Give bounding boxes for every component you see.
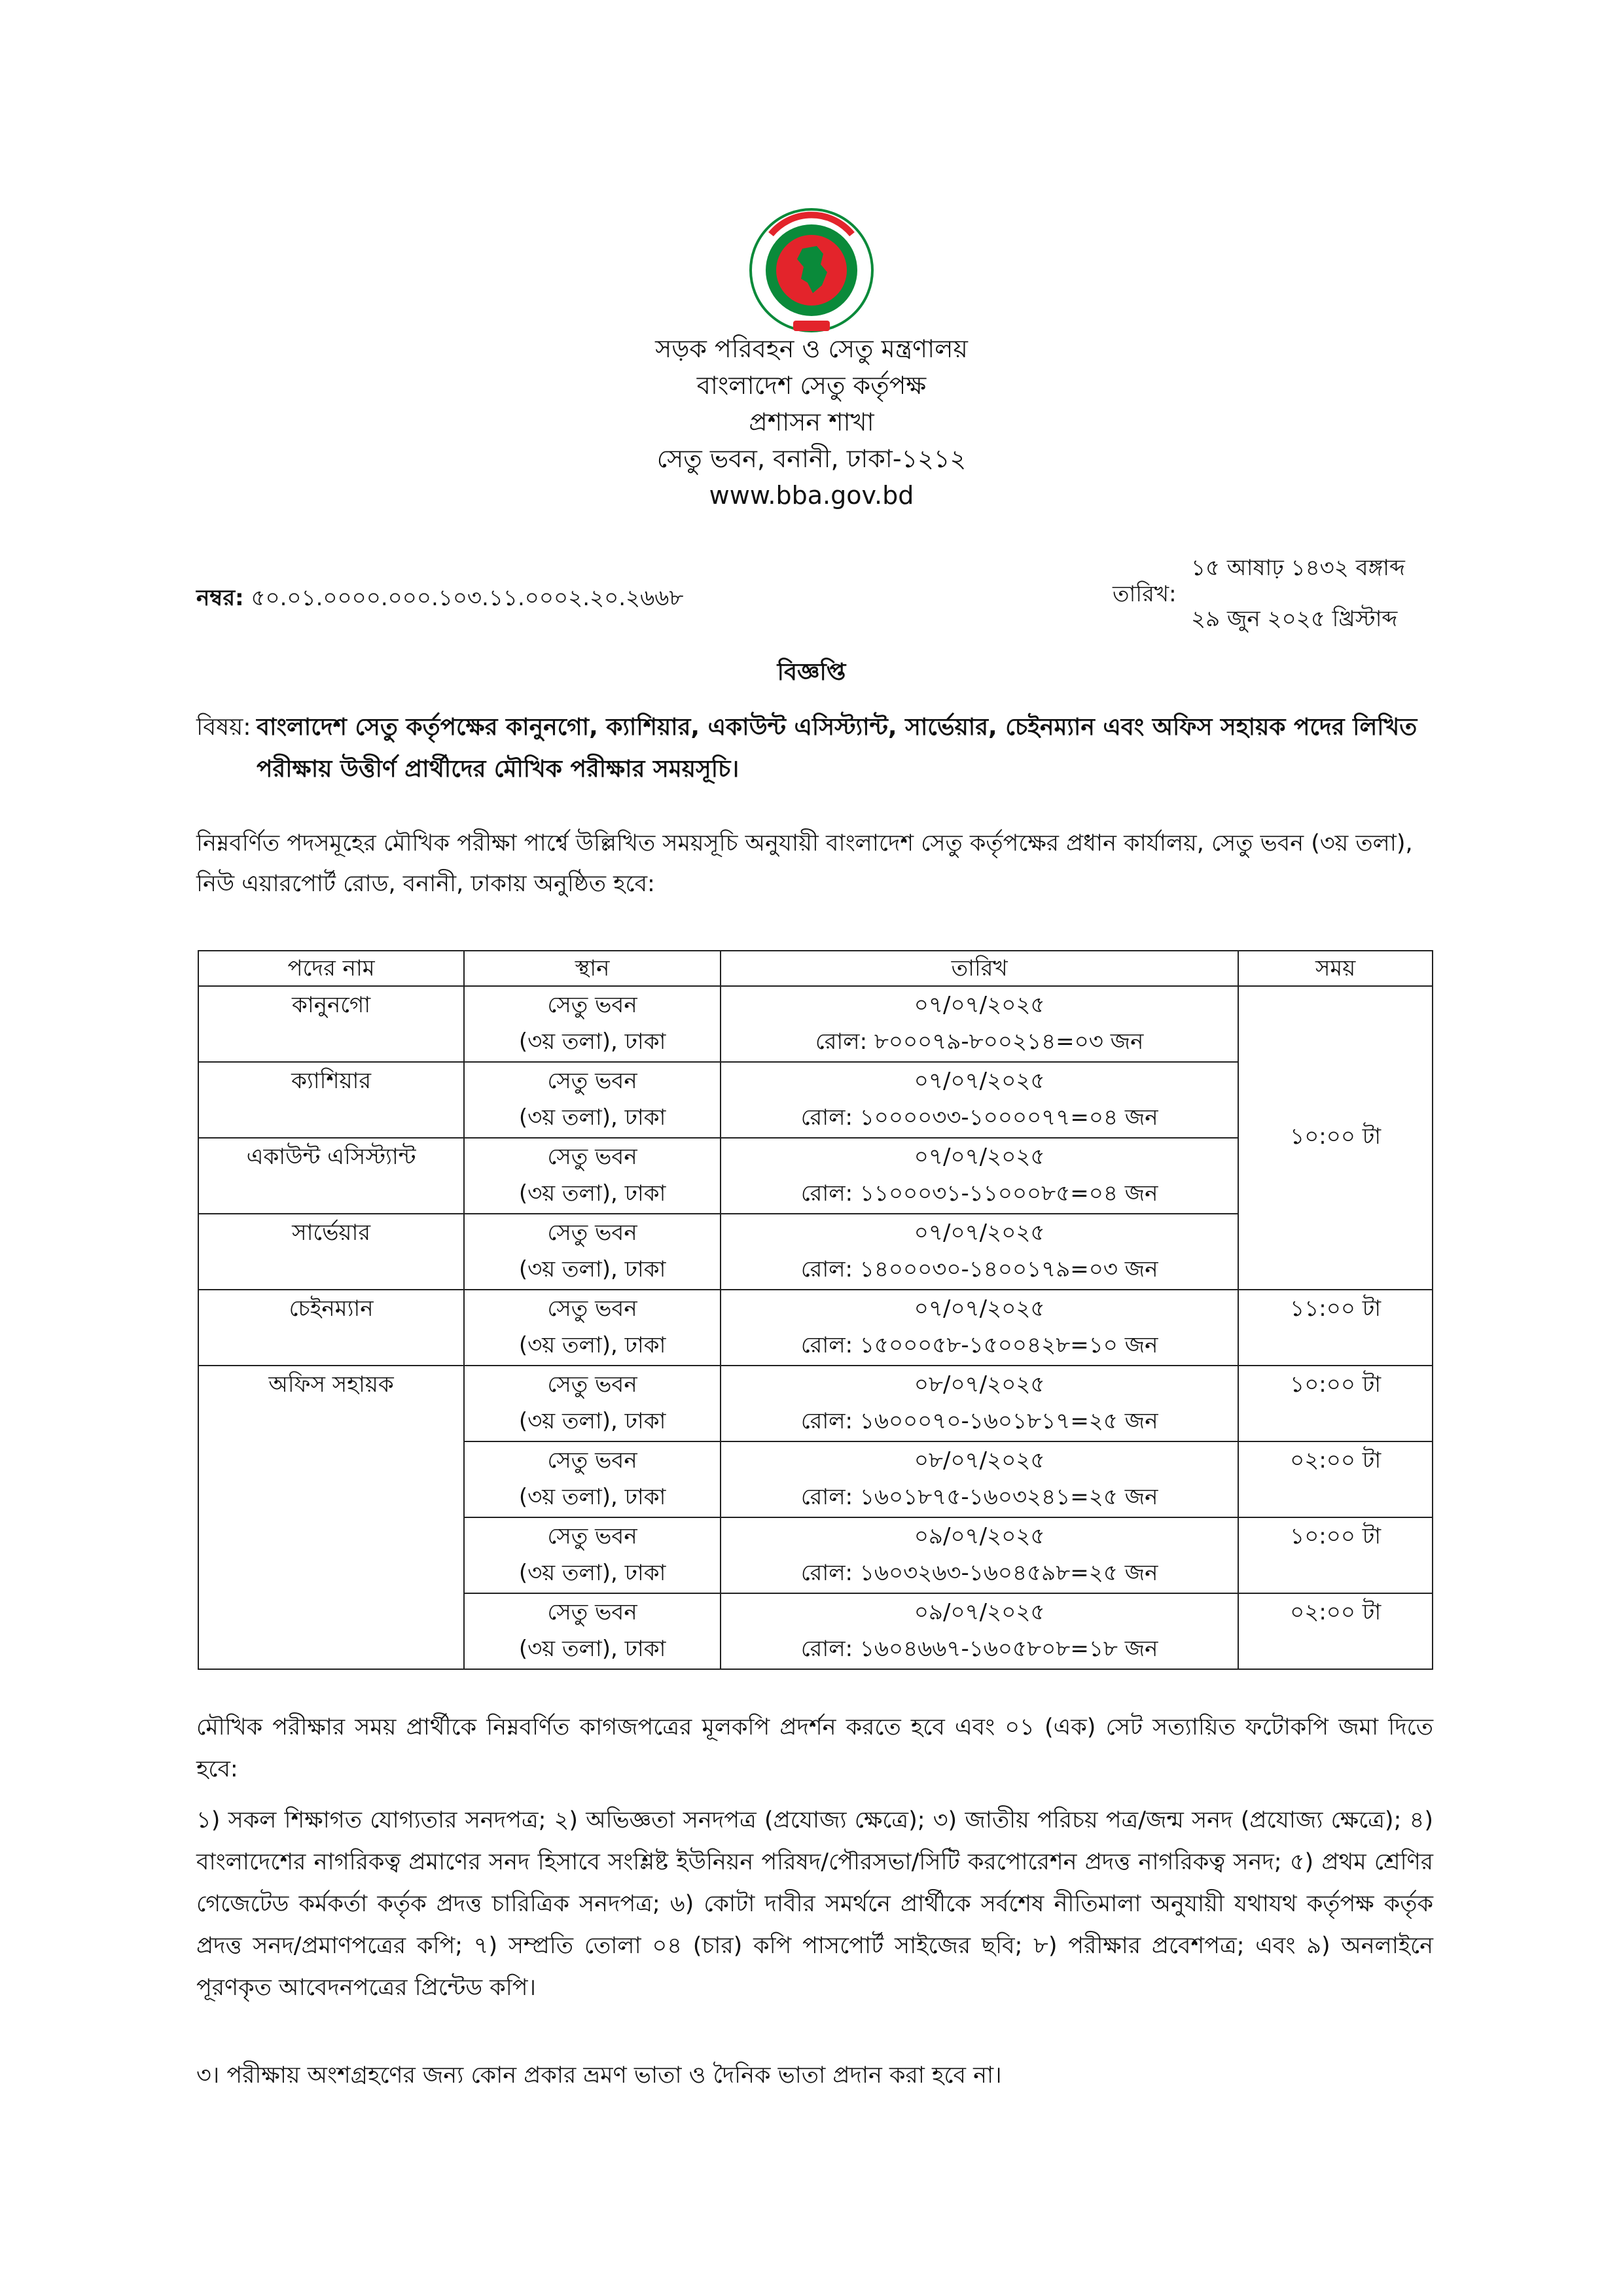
post-cell: ক্যাশিয়ার — [198, 1062, 464, 1138]
memo-label: নম্বর: — [196, 585, 244, 611]
documents-intro-paragraph: মৌখিক পরীক্ষার সময় প্রার্থীকে নিম্নবর্ণিত কাগজপত্রের মূলকপি প্রদর্শন করতে হবে এবং ০১ (এক) সেট সত্যায়িত ফটোকপি জমা দিতে হবে: — [196, 1714, 1433, 1782]
memo-value: ৫০.০১.০০০০.০০০.১০৩.১১.০০০২.২০.২৬৬৮ — [251, 585, 684, 611]
date-english: ২৯ জুন ২০২৫ খ্রিস্টাব্দ — [1191, 606, 1398, 632]
place-cell: সেতু ভবন (৩য় তলা), ঢাকা — [464, 1138, 721, 1214]
place-cell: সেতু ভবন (৩য় তলা), ঢাকা — [464, 1062, 721, 1138]
date-cell: ০৭/০৭/২০২৫ রোল: ১০০০০৩৩-১০০০০৭৭=০৪ জন — [721, 1062, 1238, 1138]
place-cell: সেতু ভবন (৩য় তলা), ঢাকা — [464, 1517, 721, 1593]
office-address: সেতু ভবন, বনানী, ঢাকা-১২১২ — [656, 444, 967, 473]
memo-number — [196, 581, 683, 618]
place-cell: সেতু ভবন (৩য় তলা), ঢাকা — [464, 1441, 721, 1517]
place-cell: সেতু ভবন (৩য় তলা), ঢাকা — [464, 1214, 721, 1290]
header-place: স্থান — [464, 951, 721, 986]
subject-text: বাংলাদেশ সেতু কর্তৃপক্ষের কানুনগো, ক্যাশিয়ার, একাউন্ট এসিস্ট্যান্ট, সার্ভেয়ার, চেইনম্যান এবং অফিস সহায়ক পদের লিখিত পরীক্ষায় উত্তীর্ণ প্রার্থীদের মৌখিক পরীক্ষার সময়সূচি। — [257, 714, 1418, 783]
table-row — [198, 986, 1433, 1062]
time-cell: ১০:০০ টা — [1238, 986, 1433, 1290]
table-row — [198, 1366, 1433, 1441]
post-cell: একাউন্ট এসিস্ট্যান্ট — [198, 1138, 464, 1214]
post-cell: চেইনম্যান — [198, 1290, 464, 1366]
website-link[interactable]: www.bba.gov.bd — [709, 481, 914, 510]
date-cell: ০৭/০৭/২০২৫ রোল: ৮০০০৭৯-৮০০২১৪=০৩ জন — [721, 986, 1238, 1062]
date-cell: ০৮/০৭/২০২৫ রোল: ১৬০১৮৭৫-১৬০৩২৪১=২৫ জন — [721, 1441, 1238, 1517]
authority-name: বাংলাদেশ সেতু কর্তৃপক্ষ — [696, 371, 927, 400]
date-cell: ০৭/০৭/২০২৫ রোল: ১৪০০০৩০-১৪০০১৭৯=০৩ জন — [721, 1214, 1238, 1290]
time-cell: ০২:০০ টা — [1238, 1593, 1433, 1669]
date-bangla: ১৫ আষাঢ় ১৪৩২ বঙ্গাব্দ — [1191, 555, 1405, 581]
post-cell: সার্ভেয়ার — [198, 1214, 464, 1290]
date-cell: ০৯/০৭/২০২৫ রোল: ১৬০৪৬৬৭-১৬০৫৮০৮=১৮ জন — [721, 1593, 1238, 1669]
header-post: পদের নাম — [198, 951, 464, 986]
ministry-name: সড়ক পরিবহন ও সেতু মন্ত্রণালয় — [655, 334, 968, 363]
office-header — [0, 330, 1623, 514]
date-cell: ০৯/০৭/২০২৫ রোল: ১৬০৩২৬৩-১৬০৪৫৯৮=২৫ জন — [721, 1517, 1238, 1593]
time-cell: ১০:০০ টা — [1238, 1517, 1433, 1593]
notice-title: বিজ্ঞপ্তি — [777, 659, 846, 686]
time-cell: ১০:০০ টা — [1238, 1366, 1433, 1441]
table-row — [198, 1290, 1433, 1366]
documents-list-paragraph: ১) সকল শিক্ষাগত যোগ্যতার সনদপত্র; ২) অভিজ্ঞতা সনদপত্র (প্রযোজ্য ক্ষেত্রে); ৩) জাতীয় পরিচয় পত্র/জন্ম সনদ (প্রযোজ্য ক্ষেত্রে); ৪) বাংলাদেশের নাগরিকত্ব প্রমাণের সনদ হিসাবে সংশ্লিষ্ট ইউনিয়ন পরিষদ/পৌরসভা/সিটি করপোরেশন প্রদত্ত নাগরিকত্ব সনদ; ৫) প্রথম শ্রেণির গেজেটেড কর্মকর্তা কর্তৃক প্রদত্ত চারিত্রিক সনদপত্র; ৬) কোটা দাবীর সমর্থনে প্রার্থীকে সর্বশেষ নীতিমালা অনুযায়ী যথাযথ কর্তৃপক্ষ কর্তৃক প্রদত্ত সনদ/প্রমাণপত্রের কপি; ৭) সম্প্রতি তোলা ০৪ (চার) কপি পাসপোর্ট সাইজের ছবি; ৮) পরীক্ষার প্রবেশপত্র; এবং ৯) অনলাইনে পূরণকৃত আবেদনপত্রের প্রিন্টেড কপি। — [196, 1807, 1433, 2001]
post-cell: অফিস সহায়ক — [198, 1366, 464, 1669]
schedule-table — [198, 950, 1433, 1670]
date-cell: ০৭/০৭/২০২৫ রোল: ১১০০০৩১-১১০০০৮৫=০৪ জন — [721, 1138, 1238, 1214]
post-cell: কানুনগো — [198, 986, 464, 1062]
date-label: তারিখ: — [1113, 581, 1177, 607]
place-cell: সেতু ভবন (৩য় তলা), ঢাকা — [464, 1290, 721, 1366]
date-cell: ০৮/০৭/২০২৫ রোল: ১৬০০০৭০-১৬০১৮১৭=২৫ জন — [721, 1366, 1238, 1441]
allowance-note-paragraph: ৩। পরীক্ষায় অংশগ্রহণের জন্য কোন প্রকার ভ্রমণ ভাতা ও দৈনিক ভাতা প্রদান করা হবে না। — [196, 2062, 1002, 2089]
table-header-row — [198, 951, 1433, 986]
intro-paragraph: নিম্নবর্ণিত পদসমূহের মৌখিক পরীক্ষা পার্শ্বে উল্লিখিত সময়সূচি অনুযায়ী বাংলাদেশ সেতু কর্তৃপক্ষের প্রধান কার্যালয়, সেতু ভবন (৩য় তলা), নিউ এয়ারপোর্ট রোড, বনানী, ঢাকায় অনুষ্ঠিত হবে: — [196, 830, 1413, 897]
place-cell: সেতু ভবন (৩য় তলা), ঢাকা — [464, 1593, 721, 1669]
subject-label: বিষয়: — [196, 714, 251, 741]
header-time: সময় — [1238, 951, 1433, 986]
header-date: তারিখ — [721, 951, 1238, 986]
place-cell: সেতু ভবন (৩য় তলা), ঢাকা — [464, 1366, 721, 1441]
time-cell: ০২:০০ টা — [1238, 1441, 1433, 1517]
date-cell: ০৭/০৭/২০২৫ রোল: ১৫০০০৫৮-১৫০০৪২৮=১০ জন — [721, 1290, 1238, 1366]
time-cell: ১১:০০ টা — [1238, 1290, 1433, 1366]
date-block — [1113, 551, 1453, 636]
branch-name: প্রশাসন শাখা — [749, 408, 874, 436]
place-cell: সেতু ভবন (৩য় তলা), ঢাকা — [464, 986, 721, 1062]
government-seal-logo — [725, 208, 898, 332]
